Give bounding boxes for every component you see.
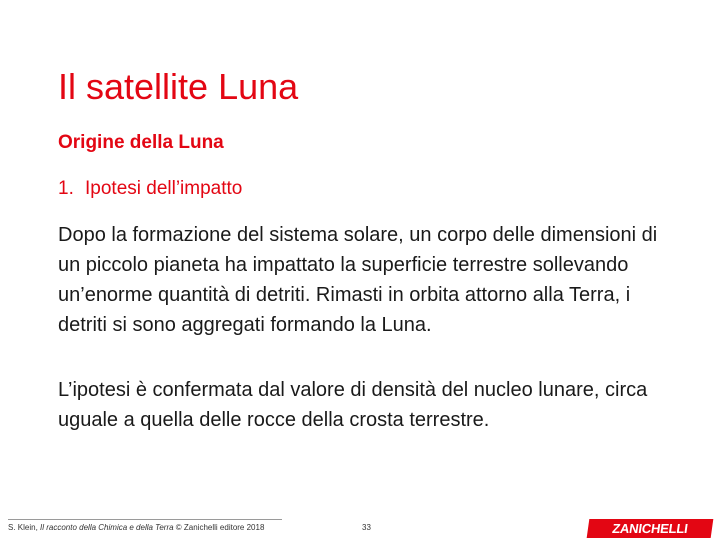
body-paragraph-impact: Dopo la formazione del sistema solare, un corpo delle dimensioni di un piccolo pianeta ha impattato la superficie terrestre sollevando un’enorme quantità di detriti. Rimasti in orbita attorno alla Terra, i detriti si sono aggregati formando la Luna. [58,224,658,336]
slide-subtitle: Origine della Luna [58,132,224,153]
body-paragraph-confirmation: L’ipotesi è confermata dal valore di densità del nucleo lunare, circa uguale a quella delle rocce della crosta terrestre. [58,379,648,431]
footer-book-title: Il racconto della Chimica e della Terra [40,523,174,532]
page-number: 33 [362,523,371,532]
slide-title: Il satellite Luna [58,66,299,107]
footer-divider [8,519,282,520]
list-item-number: 1. [58,178,74,199]
footer-author: S. Klein, [8,523,41,532]
publisher-logo: ZANICHELLI [587,519,714,538]
list-item [58,178,242,200]
footer-publisher-note: © Zanichelli editore 2018 [173,523,265,532]
list-item-text: Ipotesi dell’impatto [85,178,243,199]
footer-credit [8,523,264,532]
